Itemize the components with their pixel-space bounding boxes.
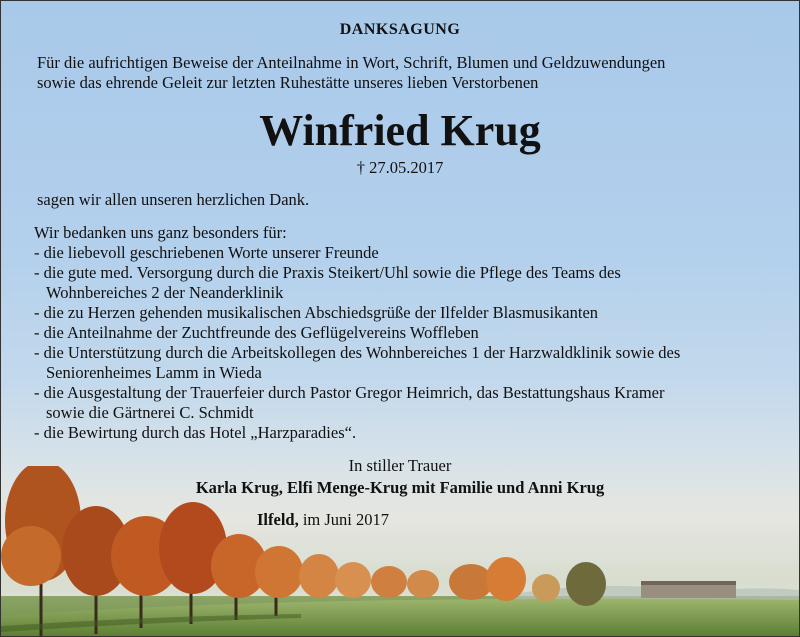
thanks-line: sagen wir allen unseren herzlichen Dank.	[37, 190, 310, 209]
mourning-line: In stiller Trauer	[348, 456, 452, 475]
place: Ilfeld,	[257, 510, 299, 529]
list-item: - die zu Herzen gehenden musikalischen Abschiedsgrüße der Ilfelder Blasmusikanten	[34, 303, 599, 322]
heading: DANKSAGUNG	[339, 21, 461, 38]
death-date: † 27.05.2017	[356, 158, 444, 177]
family-signature: Karla Krug, Elfi Menge-Krug mit Familie und Anni Krug	[195, 478, 605, 497]
list-intro: Wir bedanken uns ganz besonders für:	[34, 223, 287, 242]
thanks-list	[34, 223, 680, 443]
intro-text	[37, 53, 665, 93]
list-item: - die Bewirtung durch das Hotel „Harzparadies“.	[34, 423, 357, 442]
intro-line: Für die aufrichtigen Beweise der Anteilnahme in Wort, Schrift, Blumen und Geldzuwendungen	[37, 53, 666, 72]
list-item: - die Unterstützung durch die Arbeitskollegen des Wohnbereiches 1 der Harzwaldklinik sowie des	[34, 343, 681, 362]
deceased-name: Winfried Krug	[259, 106, 541, 155]
list-item: - die gute med. Versorgung durch die Praxis Steikert/Uhl sowie die Pflege des Teams des	[34, 263, 621, 282]
place-date	[257, 510, 389, 530]
date: im Juni 2017	[302, 510, 390, 529]
list-item-continuation: Seniorenheimes Lamm in Wieda	[46, 363, 262, 382]
intro-line: sowie das ehrende Geleit zur letzten Ruhestätte unseres lieben Verstorbenen	[37, 73, 539, 92]
list-item: - die Anteilnahme der Zuchtfreunde des Geflügelvereins Woffleben	[34, 323, 479, 342]
list-item-continuation: Wohnbereiches 2 der Neanderklinik	[46, 283, 284, 302]
list-item: - die Ausgestaltung der Trauerfeier durch Pastor Gregor Heimrich, das Bestattungshaus Kramer	[34, 383, 665, 402]
list-item: - die liebevoll geschriebenen Worte unserer Freunde	[34, 243, 379, 262]
list-item-continuation: sowie die Gärtnerei C. Schmidt	[46, 403, 254, 422]
